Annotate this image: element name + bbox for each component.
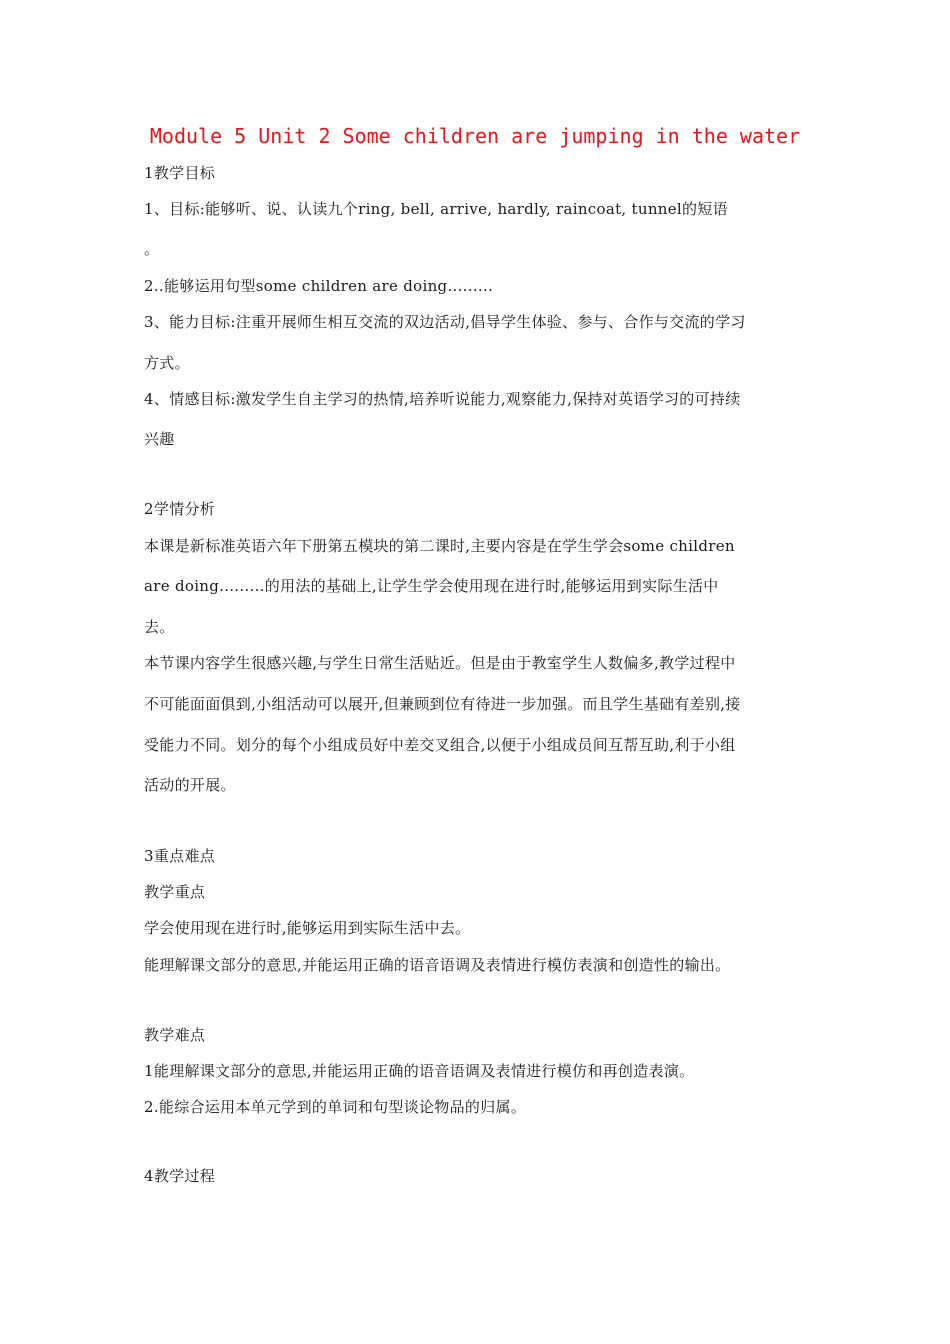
paragraph-line: 去。 xyxy=(144,618,175,636)
paragraph-line: 2.能综合运用本单元学到的单词和句型谈论物品的归属。 xyxy=(144,1098,527,1116)
paragraph-line: 1、目标:能够听、说、认读九个ring, bell, arrive, hardly, raincoat, tunnel的短语 xyxy=(144,200,728,218)
paragraph-line: 方式。 xyxy=(144,354,190,372)
section-heading-objectives: 1教学目标 xyxy=(144,164,216,182)
section-heading-process: 4教学过程 xyxy=(144,1167,216,1185)
paragraph-line: 不可能面面俱到,小组活动可以展开,但兼顾到位有待进一步加强。而且学生基础有差别,接 xyxy=(144,695,741,713)
paragraph-line: 。 xyxy=(144,240,160,258)
section-heading-key-points: 3重点难点 xyxy=(144,847,216,865)
paragraph-line: 2..能够运用句型some children are doing......... xyxy=(144,277,494,295)
subheading-teaching-focus: 教学重点 xyxy=(144,883,206,901)
paragraph-line: 兴趣 xyxy=(144,430,175,448)
subheading-teaching-difficulties: 教学难点 xyxy=(144,1026,206,1044)
paragraph-line: 1能理解课文部分的意思,并能运用正确的语音语调及表情进行模仿和再创造表演。 xyxy=(144,1062,695,1080)
paragraph-line: 4、情感目标:激发学生自主学习的热情,培养听说能力,观察能力,保持对英语学习的可持续 xyxy=(144,390,741,408)
paragraph-line: 受能力不同。划分的每个小组成员好中差交叉组合,以便于小组成员间互帮互助,利于小组 xyxy=(144,736,736,754)
document-title: Module 5 Unit 2 Some children are jumping in the water xyxy=(149,124,801,148)
paragraph-line: 活动的开展。 xyxy=(144,776,236,794)
paragraph-line: 3、能力目标:注重开展师生相互交流的双边活动,倡导学生体验、参与、合作与交流的学习 xyxy=(144,313,746,331)
paragraph-line: 学会使用现在进行时,能够运用到实际生活中去。 xyxy=(144,919,471,937)
paragraph-line: are doing.........的用法的基础上,让学生学会使用现在进行时,能够运用到实际生活中 xyxy=(144,577,719,595)
paragraph-line: 本节课内容学生很感兴趣,与学生日常生活贴近。但是由于教室学生人数偏多,教学过程中 xyxy=(144,654,736,672)
section-heading-analysis: 2学情分析 xyxy=(144,500,216,518)
paragraph-line: 本课是新标准英语六年下册第五模块的第二课时,主要内容是在学生学会some children xyxy=(144,537,735,555)
paragraph-line: 能理解课文部分的意思,并能运用正确的语音语调及表情进行模仿表演和创造性的输出。 xyxy=(144,956,731,974)
